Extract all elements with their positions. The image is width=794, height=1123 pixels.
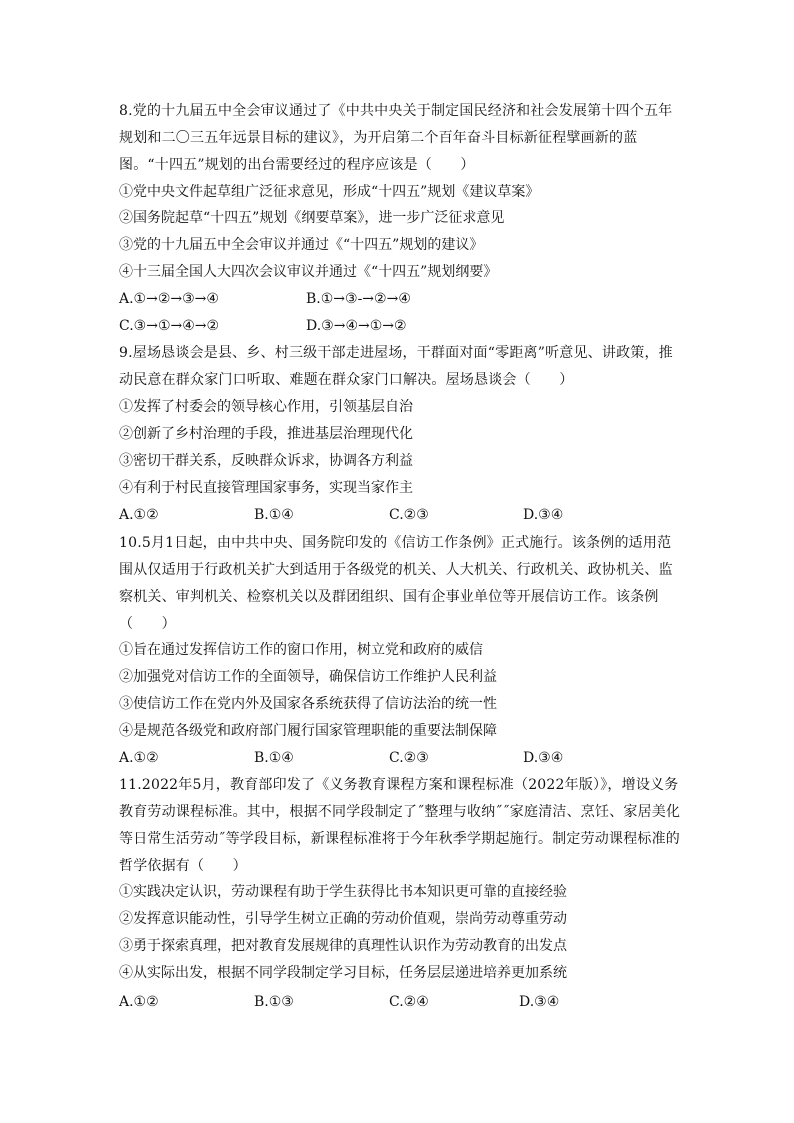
q9-statement-3: ③密切干群关系，反映群众诉求，协调各方利益: [119, 453, 413, 469]
q11-statement-2: ②发挥意识能动性，引导学生树立正确的劳动价值观，崇尚劳动尊重劳动: [119, 911, 567, 927]
q11-option-d[interactable]: D.③④: [519, 994, 560, 1010]
q11-statement-1: ①实践决定认识，劳动课程有助于学生获得比书本知识更可靠的直接经验: [119, 884, 567, 900]
q9-statement-1: ①发挥了村委会的领导核心作用，引领基层自治: [119, 399, 413, 415]
q10-statement-1: ①旨在通过发挥信访工作的窗口作用，树立党和政府的威信: [119, 642, 483, 658]
question-8-stem: 8.党的十九届五中全会审议通过了《中共中央关于制定国民经济和社会发展第十四个五年规划和二〇三五年远景目标的建议》，为开启第二个百年奋斗目标新征程擘画新的蓝图。“十四五”规划的出台需要经过的程序应该是（ ）: [119, 103, 673, 173]
q8-statement-1: ①党中央文件起草组广泛征求意见，形成“十四五”规划《建议草案》: [119, 184, 540, 200]
q11-statement-4: ④从实际出发，根据不同学段制定学习目标，任务层层递进培养更加系统: [119, 965, 567, 981]
q10-statement-3: ③使信访工作在党内外及国家各系统获得了信访法治的统一性: [119, 696, 497, 712]
q9-option-b[interactable]: B.①④: [254, 507, 294, 523]
q9-option-a[interactable]: A.①②: [119, 507, 159, 523]
q8-statement-3: ③党的十九届五中全会审议并通过《“十四五”规划的建议》: [119, 237, 484, 253]
q8-statement-4: ④十三届全国人大四次会议审议并通过《“十四五”规划纲要》: [119, 264, 498, 280]
question-10-stem: 10.5月1日起，由中共中央、国务院印发的《信访工作条例》正式施行。该条例的适用范围从仅适用于行政机关扩大到适用于各级党的机关、人大机关、行政机关、政协机关、监察机关、审判机关、检察机关以及群团组织、国有企事业单位等开展信访工作。该条例（ ）: [119, 535, 673, 632]
q10-option-d[interactable]: D.③④: [523, 750, 564, 766]
question-9-stem: 9.屋场恳谈会是县、乡、村三级干部走进屋场，干群面对面“零距离”听意见、讲政策，推动民意在群众家门口听取、难题在群众家门口解决。屋场恳谈会（ ）: [119, 345, 673, 388]
q8-option-d[interactable]: D.③→④→①→②: [306, 318, 407, 334]
q9-statement-2: ②创新了乡村治理的手段，推进基层治理现代化: [119, 426, 413, 442]
q11-option-a[interactable]: A.①②: [119, 994, 159, 1010]
q8-option-a[interactable]: A.①→②→③→④: [119, 291, 219, 307]
q8-option-b[interactable]: B.①→③-→②→④: [306, 291, 411, 307]
q8-statement-2: ②国务院起草“十四五”规划《纲要草案》，进一步广泛征求意见: [119, 210, 505, 226]
q8-option-c[interactable]: C.③→①→④→②: [119, 318, 220, 334]
q10-statement-4: ④是规范各级党和政府部门履行国家管理职能的重要法制保障: [119, 723, 497, 739]
q10-option-a[interactable]: A.①②: [119, 750, 159, 766]
q9-statement-4: ④有利于村民直接管理国家事务，实现当家作主: [119, 480, 413, 496]
q10-statement-2: ②加强党对信访工作的全面领导，确保信访工作维护人民利益: [119, 669, 497, 685]
q11-statement-3: ③勇于探索真理，把对教育发展规律的真理性认识作为劳动教育的出发点: [119, 938, 567, 954]
q10-option-c[interactable]: C.②③: [389, 750, 429, 766]
q10-option-b[interactable]: B.①④: [254, 750, 294, 766]
q9-option-c[interactable]: C.②③: [389, 507, 429, 523]
q11-option-b[interactable]: B.①③: [254, 994, 294, 1010]
q11-option-c[interactable]: C.②④: [389, 994, 429, 1010]
q9-option-d[interactable]: D.③④: [523, 507, 564, 523]
question-11-stem: 11.2022年5月，教育部印发了《义务教育课程方案和课程标准（2022年版）》，增设义务教育劳动课程标准。其中，根据不同学段制定了˝整理与收纳˝˝家庭清洁、烹饪、家居美化等日常生活劳动˝等学段目标，新课程标准将于今年秋季学期起施行。制定劳动课程标准的哲学依据有（ ）: [119, 777, 681, 874]
